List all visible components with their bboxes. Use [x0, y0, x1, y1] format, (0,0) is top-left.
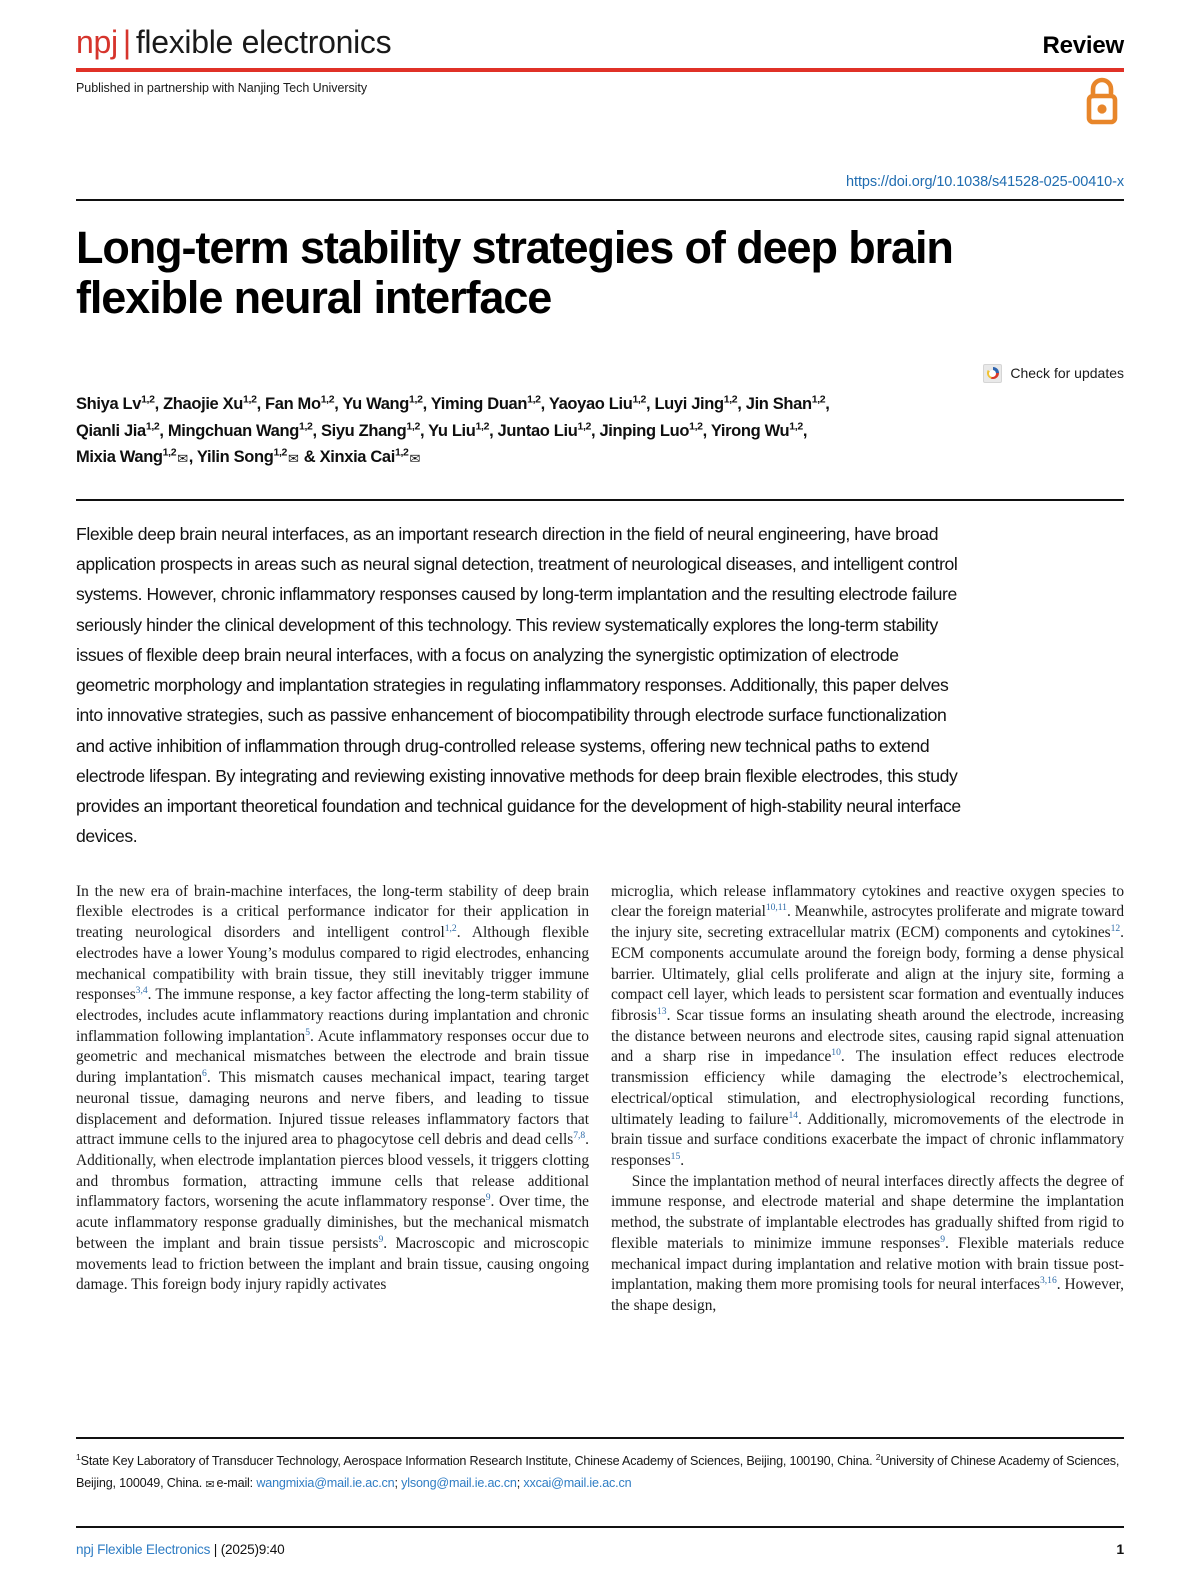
masthead-red-rule: [76, 68, 1124, 72]
citation-reference[interactable]: 10: [831, 1047, 841, 1059]
author-line-3: Mixia Wang$^{1,2}$✉, Yilin Song$^{1,2}$✉ & Xinxia Cai$^{1,2}$✉: [76, 444, 956, 471]
email-link[interactable]: ylsong@mail.ie.ac.cn: [401, 1476, 517, 1491]
author-name: Yu Wang: [342, 394, 410, 413]
author-affiliation-marker: 1,2: [789, 420, 803, 432]
author-name: Yirong Wu: [710, 421, 790, 440]
author-affiliation-marker: 1,2: [145, 420, 160, 432]
open-access-icon: [1080, 74, 1124, 126]
email-link[interactable]: xxcai@mail.ie.ac.cn: [523, 1476, 632, 1491]
email-envelope-icon: ✉: [205, 1479, 215, 1492]
check-for-updates-label: Check for updates: [1010, 365, 1124, 382]
affiliation-2-text: University of Chinese Academy of Sciences, Beijing, 100049, China.: [76, 1454, 1120, 1491]
author-affiliation-marker: 1,2: [320, 393, 335, 406]
author-affiliation-marker: 1,2: [141, 393, 155, 406]
abstract-text: Flexible deep brain neural interfaces, as an important research direction in the field of neural engineering, have broad application prospects in areas such as neural signal detection, treatment of neurological diseases, and intelligent control systems. However, chronic inflammatory responses caused by long-term implantation and the resulting electrode failure seriously hinder the clinical development of this technology. This review systematically explores the long-term stability issues of flexible deep brain neural interfaces, with a focus on analyzing the synergistic optimization of electrode geometric morphology and implantation strategies in regulating inflammatory responses. Additionally, this paper delves into innovative strategies, such as passive enhancement of biocompatibility through electrode surface functionalization and active inhibition of inflammation through drug-controlled release systems, offering new technical paths to extend electrode lifespan. By integrating and reviewing existing innovative methods for deep brain flexible electrodes, this study provides an important theoretical foundation and technical guidance for the development of high-stability neural interface devices.: [76, 523, 961, 847]
affiliations-section: [76, 1437, 1124, 1495]
citation-reference[interactable]: 13: [657, 1005, 667, 1017]
citation-reference[interactable]: 14: [788, 1109, 799, 1121]
author-name: Jinping Luo: [599, 421, 690, 440]
author-affiliation-marker: 1,2: [243, 393, 257, 406]
author-affiliation-marker: 1,2: [577, 420, 591, 432]
email-label: e-mail:: [216, 1476, 257, 1491]
body-paragraph: In the new era of brain-machine interfaces, the long-term stability of deep brain flexible electrodes is a critical performance indicator for their application in treating neurological disorders and intelligent control$^{1,2}$. Although flexible electrodes have a lower Young’s modulus compared to rigid electrodes, enhancing mechanical compatibility with brain tissue, they still inevitably trigger immune responses$^{3,4}$. The immune response, a key factor affecting the long-term stability of electrodes, includes acute inflammatory reactions during implantation and chronic inflammation following implantation$^5$. Acute inflammatory responses occur due to geometric and mechanical mismatches between the electrode and brain tissue during implantation$^6$. This mismatch causes mechanical impact, tearing target neuronal tissue, damaging neurons and nerve fibers, and leading to tissue displacement and deformation. Injured tissue releases inflammatory factors that attract immune cells to the injured area to phagocytose cell debris and dead cells$^{7,8}$. Additionally, when electrode implantation pierces blood vessels, it triggers clotting and thrombus formation, attracting immune cells that release additional inflammatory factors, worsening the acute inflammatory response$^9$. Over time, the acute inflammatory response gradually diminishes, but the mechanical mismatch between the implant and brain tissue persists$^9$. Macroscopic and microscopic movements lead to friction between the implant and brain tissue, causing ongoing damage. This foreign body injury rapidly activates: [76, 882, 589, 1294]
citation-reference[interactable]: 9: [940, 1233, 946, 1245]
author-name: Jin Shan: [745, 394, 812, 413]
author-affiliation-marker: 1,2: [723, 393, 738, 406]
author-name: Juntao Liu: [497, 421, 578, 440]
partnership-statement: Published in partnership with Nanjing Tech University: [76, 81, 368, 95]
citation-reference[interactable]: 9: [378, 1233, 384, 1245]
author-affiliation-marker: 1,2: [162, 446, 177, 459]
doi-url[interactable]: https://doi.org/10.1038/s41528-025-00410-x: [846, 174, 1124, 190]
body-paragraph: Since the implantation method of neural interfaces directly affects the degree of immune response, and electrode material and shape determine the implantation method, the substrate of implantable electrodes has gradually shifted from rigid to flexible materials to minimize immune responses$^9$. Flexible materials reduce mechanical impact during implantation and relative motion with brain tissue post-implantation, making them more promising tools for neural interfaces$^{3,16}$. However, the shape design,: [611, 1172, 1125, 1315]
footer-journal-name[interactable]: npj Flexible Electronics: [76, 1542, 211, 1557]
citation-reference[interactable]: 1,2: [444, 923, 457, 934]
author-name: Yilin Song: [196, 448, 274, 467]
author-name: Siyu Zhang: [320, 421, 407, 440]
journal-logo-separator: |: [122, 24, 131, 60]
page-footer: [76, 1526, 1124, 1557]
author-affiliation-marker: 1,2: [689, 420, 703, 432]
author-affiliation-marker: 1,2: [811, 393, 826, 406]
author-name: Fan Mo: [265, 394, 321, 413]
author-affiliation-marker: 1,2: [298, 420, 313, 432]
author-affiliation-marker: 1,2: [632, 393, 646, 406]
masthead-row: [76, 26, 1124, 60]
affiliation-marker-2: 2: [875, 1451, 881, 1462]
page-title: Long-term stability strategies of deep brain flexible neural interface: [76, 222, 953, 324]
journal-logo[interactable]: [76, 26, 391, 60]
author-affiliation-marker: 1,2: [395, 446, 409, 459]
footer-citation: [76, 1542, 284, 1557]
citation-reference[interactable]: 5: [305, 1026, 311, 1038]
body-column-right: [611, 882, 1124, 1317]
citation-reference[interactable]: 7,8: [573, 1130, 586, 1142]
affiliations-text: $^1$State Key Laboratory of Transducer Technology, Aerospace Information Research Institute, Chinese Academy of Sciences, Beijing, 100190, China. $^2$University of Chinese Academy of Sciences, Beijing, 100049, China. ✉ e-mail: wangmixia@mail.ie.ac.cn; ylsong@mail.ie.ac.cn; xxcai@mail.ie.ac.cn: [76, 1450, 1124, 1495]
citation-reference[interactable]: 3,16: [1040, 1275, 1057, 1287]
corresponding-author-envelope-icon[interactable]: ✉: [288, 451, 299, 467]
citation-reference[interactable]: 6: [202, 1068, 207, 1080]
crossmark-icon: [983, 364, 1002, 383]
author-line-1: Shiya Lv$^{1,2}$, Zhaojie Xu$^{1,2}$, Fan Mo$^{1,2}$, Yu Wang$^{1,2}$, Yiming Duan$^{1,2}$, Yaoyao Liu$^{1,2}$, Luyi Jing$^{1,2}$, Jin Shan$^{1,2}$,: [76, 393, 830, 413]
author-line-2: Qianli Jia$^{1,2}$, Mingchuan Wang$^{1,2}$, Siyu Zhang$^{1,2}$, Yu Liu$^{1,2}$, Juntao Liu$^{1,2}$, Jinping Luo$^{1,2}$, Yirong Wu$^{1,2}$,: [76, 420, 808, 440]
author-name: Yaoyao Liu: [548, 394, 633, 413]
author-name: Qianli Jia: [76, 421, 146, 440]
citation-reference[interactable]: 12: [1110, 923, 1121, 934]
body-columns: [76, 882, 1124, 1317]
body-paragraph: microglia, which release inflammatory cytokines and reactive oxygen species to clear the foreign material$^{10,11}$. Meanwhile, astrocytes proliferate and migrate toward the injury site, secreting extracellular matrix (ECM) components and cytokines$^{12}$. ECM components accumulate around the foreign body, forming a dense physical barrier. Ultimately, glial cells proliferate and align at the injury site, forming a compact cell layer, which leads to persistent scar formation and eventually induces fibrosis$^{13}$. Scar tissue forms an insulating sheath around the electrode, increasing the distance between neurons and electrode sites, causing rapid signal attenuation and a sharp rise in impedance$^{10}$. The insulation effect reduces electrode transmission efficiency while damaging the electrode’s electrochemical, electrical/optical stimulation, and electrophysiological recording functions, ultimately leading to failure$^{14}$. Additionally, micromovements of the electrode in brain tissue and surface conditions exacerbate the impact of chronic inflammatory responses$^{15}$.: [611, 882, 1124, 1170]
author-name: Shiya Lv: [76, 394, 142, 413]
masthead: [76, 0, 1124, 112]
email-link[interactable]: wangmixia@mail.ie.ac.cn: [256, 1476, 395, 1491]
author-affiliation-marker: 1,2: [527, 393, 541, 406]
journal-logo-name: flexible electronics: [135, 24, 392, 60]
journal-logo-npj: npj: [76, 24, 118, 60]
footer-page-number: 1: [1116, 1541, 1124, 1557]
author-name: Yiming Duan: [430, 394, 528, 413]
check-for-updates-badge[interactable]: [76, 364, 1124, 383]
citation-reference[interactable]: 15: [670, 1150, 681, 1162]
author-name: Luyi Jing: [654, 394, 724, 413]
body-column-left: [76, 882, 589, 1317]
corresponding-author-envelope-icon[interactable]: ✉: [177, 451, 188, 467]
affiliation-1-text: State Key Laboratory of Transducer Technology, Aerospace Information Research Institute, Chinese Academy of Sciences, Beijing, 100190, China.: [80, 1454, 876, 1469]
author-name: Xinxia Cai: [319, 448, 395, 467]
citation-reference[interactable]: 3,4: [135, 985, 148, 997]
article-type-label: Review: [1042, 32, 1124, 59]
abstract-section: [76, 499, 1124, 852]
author-name: Yu Liu: [428, 421, 476, 440]
author-name: Mixia Wang: [76, 448, 163, 467]
affiliation-marker-1: 1: [76, 1451, 81, 1462]
doi-line[interactable]: [76, 174, 1124, 190]
author-list: [76, 391, 956, 471]
author-affiliation-marker: 1,2: [409, 393, 423, 406]
author-affiliation-marker: 1,2: [475, 420, 490, 432]
author-affiliation-marker: 1,2: [406, 420, 420, 432]
title-top-rule: [76, 199, 1124, 201]
corresponding-author-envelope-icon[interactable]: ✉: [409, 451, 421, 467]
author-affiliation-marker: 1,2: [273, 446, 288, 459]
citation-reference[interactable]: 10,11: [765, 902, 787, 914]
footer-volume-issue: | (2025)9:40: [213, 1542, 285, 1557]
citation-reference[interactable]: 9: [485, 1192, 491, 1204]
author-name: Zhaojie Xu: [163, 394, 244, 413]
author-name: Mingchuan Wang: [167, 421, 299, 440]
